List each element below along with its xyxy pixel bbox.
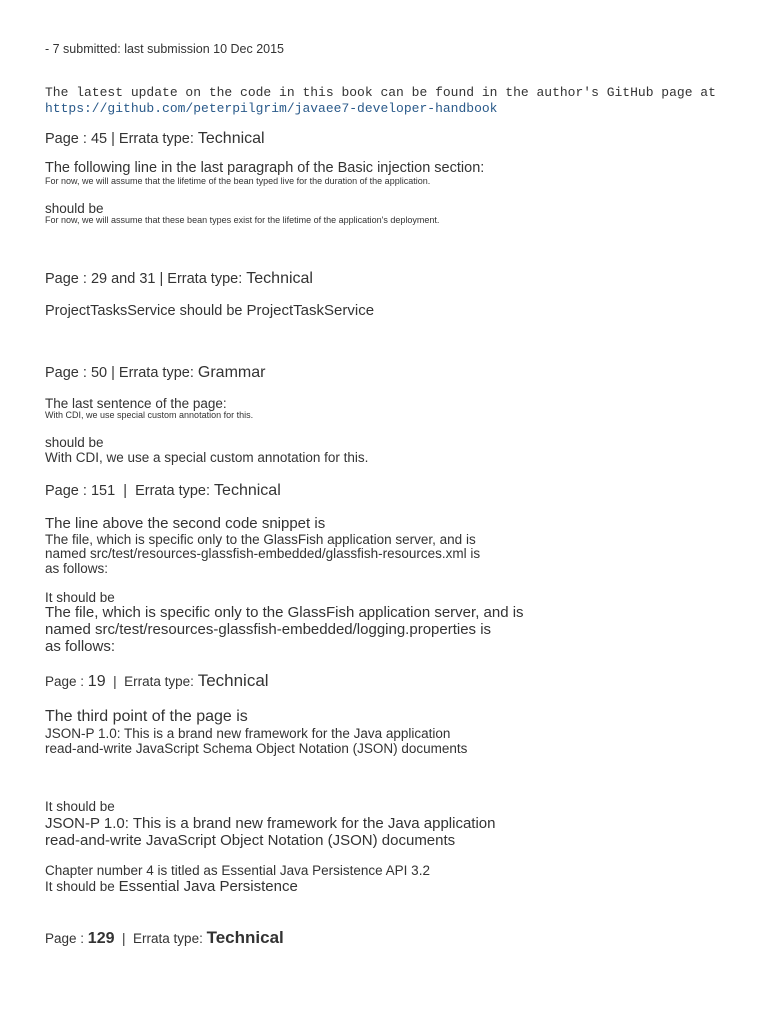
corrected-line-2: read-and-write JavaScript Object Notation (JSON) documents: [45, 832, 456, 849]
github-link[interactable]: https://github.com/peterpilgrim/javaee7-developer-handbook: [45, 101, 498, 116]
page-number: 19: [87, 673, 106, 690]
update-note-text: The latest update on the code in this book can be found in the author's GitHub page at: [45, 85, 716, 100]
page-label: Page :: [45, 931, 85, 946]
corrected-text: With CDI, we use a special custom annotation for this.: [45, 450, 369, 465]
separator: |: [122, 931, 126, 946]
errata-header-page-151: [45, 482, 281, 500]
original-line-3: as follows:: [45, 561, 109, 576]
original-text: ProjectTasksService should be: [45, 303, 243, 319]
type-label: Errata type:: [133, 931, 203, 946]
separator: |: [113, 674, 117, 689]
corrected-text: ProjectTaskService: [246, 302, 375, 319]
original-line-1: JSON-P 1.0: This is a brand new framework for the Java application: [45, 726, 451, 741]
original-line-2: read-and-write JavaScript Schema Object Notation (JSON) documents: [45, 741, 468, 756]
errata-intro: The line above the second code snippet is: [45, 515, 326, 532]
errata-intro: The third point of the page is: [45, 708, 248, 725]
errata-header-page-45: [45, 130, 265, 148]
errata-type: Technical: [197, 671, 269, 690]
errata-type: Technical: [214, 482, 281, 499]
should-be-label: should be: [45, 201, 104, 216]
original-text: For now, we will assume that the lifetime of the bean typed live for the duration of the application.: [45, 176, 431, 186]
errata-header-page-129: [45, 928, 284, 948]
errata-header-page-29: [45, 270, 313, 288]
corrected-text: For now, we will assume that these bean types exist for the lifetime of the application's deployment.: [45, 215, 440, 225]
page-label: Page : 151: [45, 483, 116, 499]
should-be-label: It should be: [45, 590, 115, 605]
page-label: Page : 29 and 31 | Errata type:: [45, 271, 243, 287]
page-number: 129: [87, 930, 115, 947]
errata-type: Technical: [206, 928, 284, 947]
original-text: With CDI, we use special custom annotation for this.: [45, 410, 254, 420]
original-line-2: named src/test/resources-glassfish-embedded/glassfish-resources.xml is: [45, 546, 481, 561]
should-be-label: should be: [45, 435, 104, 450]
corrected-line-3: as follows:: [45, 638, 116, 655]
errata-text: [45, 302, 374, 320]
errata-type: Technical: [246, 270, 313, 287]
should-be-label: It should be: [45, 799, 115, 814]
errata-type: Technical: [197, 130, 265, 147]
type-label: Errata type:: [135, 483, 211, 499]
errata-header-page-50: [45, 364, 265, 382]
errata-intro: The last sentence of the page:: [45, 396, 227, 411]
corrected-line-2: named src/test/resources-glassfish-embedded/logging.properties is: [45, 621, 492, 638]
chapter-note: Chapter number 4 is titled as Essential Java Persistence API 3.2: [45, 863, 430, 878]
submission-status: - 7 submitted: last submission 10 Dec 2015: [45, 42, 285, 56]
separator: |: [123, 483, 127, 499]
errata-header-page-19: [45, 671, 269, 691]
corrected-text: Essential Java Persistence: [118, 878, 298, 895]
corrected-line-1: JSON-P 1.0: This is a brand new framework for the Java application: [45, 815, 496, 832]
page-label: Page :: [45, 674, 85, 689]
type-label: Errata type:: [124, 674, 194, 689]
should-be-label: It should be: [45, 879, 115, 894]
errata-intro: The following line in the last paragraph of the Basic injection section:: [45, 160, 485, 176]
errata-type: Grammar: [197, 364, 266, 381]
page-label: Page : 45 | Errata type:: [45, 131, 194, 147]
original-line-1: The file, which is specific only to the GlassFish application server, and is: [45, 532, 476, 547]
corrected-line-1: The file, which is specific only to the GlassFish application server, and is: [45, 604, 524, 621]
chapter-correction: [45, 878, 298, 895]
page-label: Page : 50 | Errata type:: [45, 365, 194, 381]
